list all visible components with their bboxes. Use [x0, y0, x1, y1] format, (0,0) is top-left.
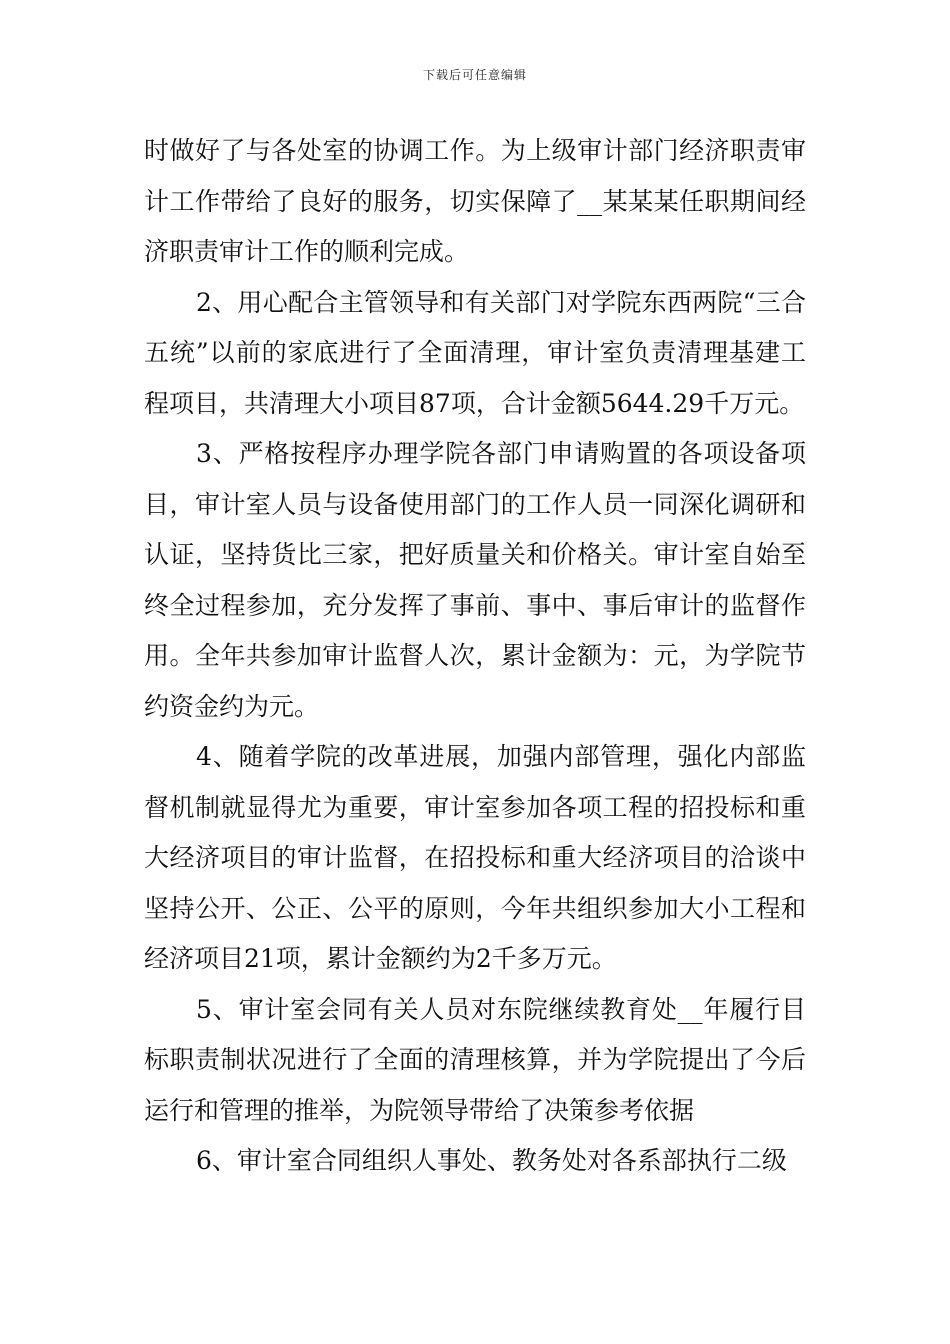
paragraph-item-5: 5、审计室会同有关人员对东院继续教育处__年履行目标职责制状况进行了全面的清理核算，并为学院提出了今后运行和管理的推举，为院领导带给了决策参考依据: [144, 994, 806, 1125]
page-header: 下载后可任意编辑: [422, 68, 527, 82]
paragraph-item-2: 2、用心配合主管领导和有关部门对学院东西两院“三合五统”以前的家底进行了全面清理，审计室负责清理基建工程项目，共清理大小项目87项，合计金额5644.29千万元。: [144, 287, 806, 418]
paragraph-continuation: 时做好了与各处室的协调工作。为上级审计部门经济职责审计工作带给了良好的服务，切实保障了__某某某任职期间经济职责审计工作的顺利完成。: [144, 136, 806, 266]
document-body: [144, 126, 806, 1187]
paragraph-item-4: 4、随着学院的改革进展，加强内部管理，强化内部监督机制就显得尤为重要，审计室参加各项工程的招投标和重大经济项目的审计监督，在招投标和重大经济项目的洽谈中坚持公开、公正、公平的原则，今年共组织参加大小工程和经济项目21项，累计金额约为2千多万元。: [144, 742, 806, 973]
paragraph-item-3: 3、严格按程序办理学院各部门申请购置的各项设备项目，审计室人员与设备使用部门的工作人员一同深化调研和认证，坚持货比三家，把好质量关和价格关。审计室自始至终全过程参加，充分发挥了事前、事中、事后审计的监督作用。全年共参加审计监督人次，累计金额为：元，为学院节约资金约为元。: [144, 439, 806, 721]
paragraph-item-6: 6、审计室合同组织人事处、教务处对各系部执行二级: [196, 1146, 787, 1175]
